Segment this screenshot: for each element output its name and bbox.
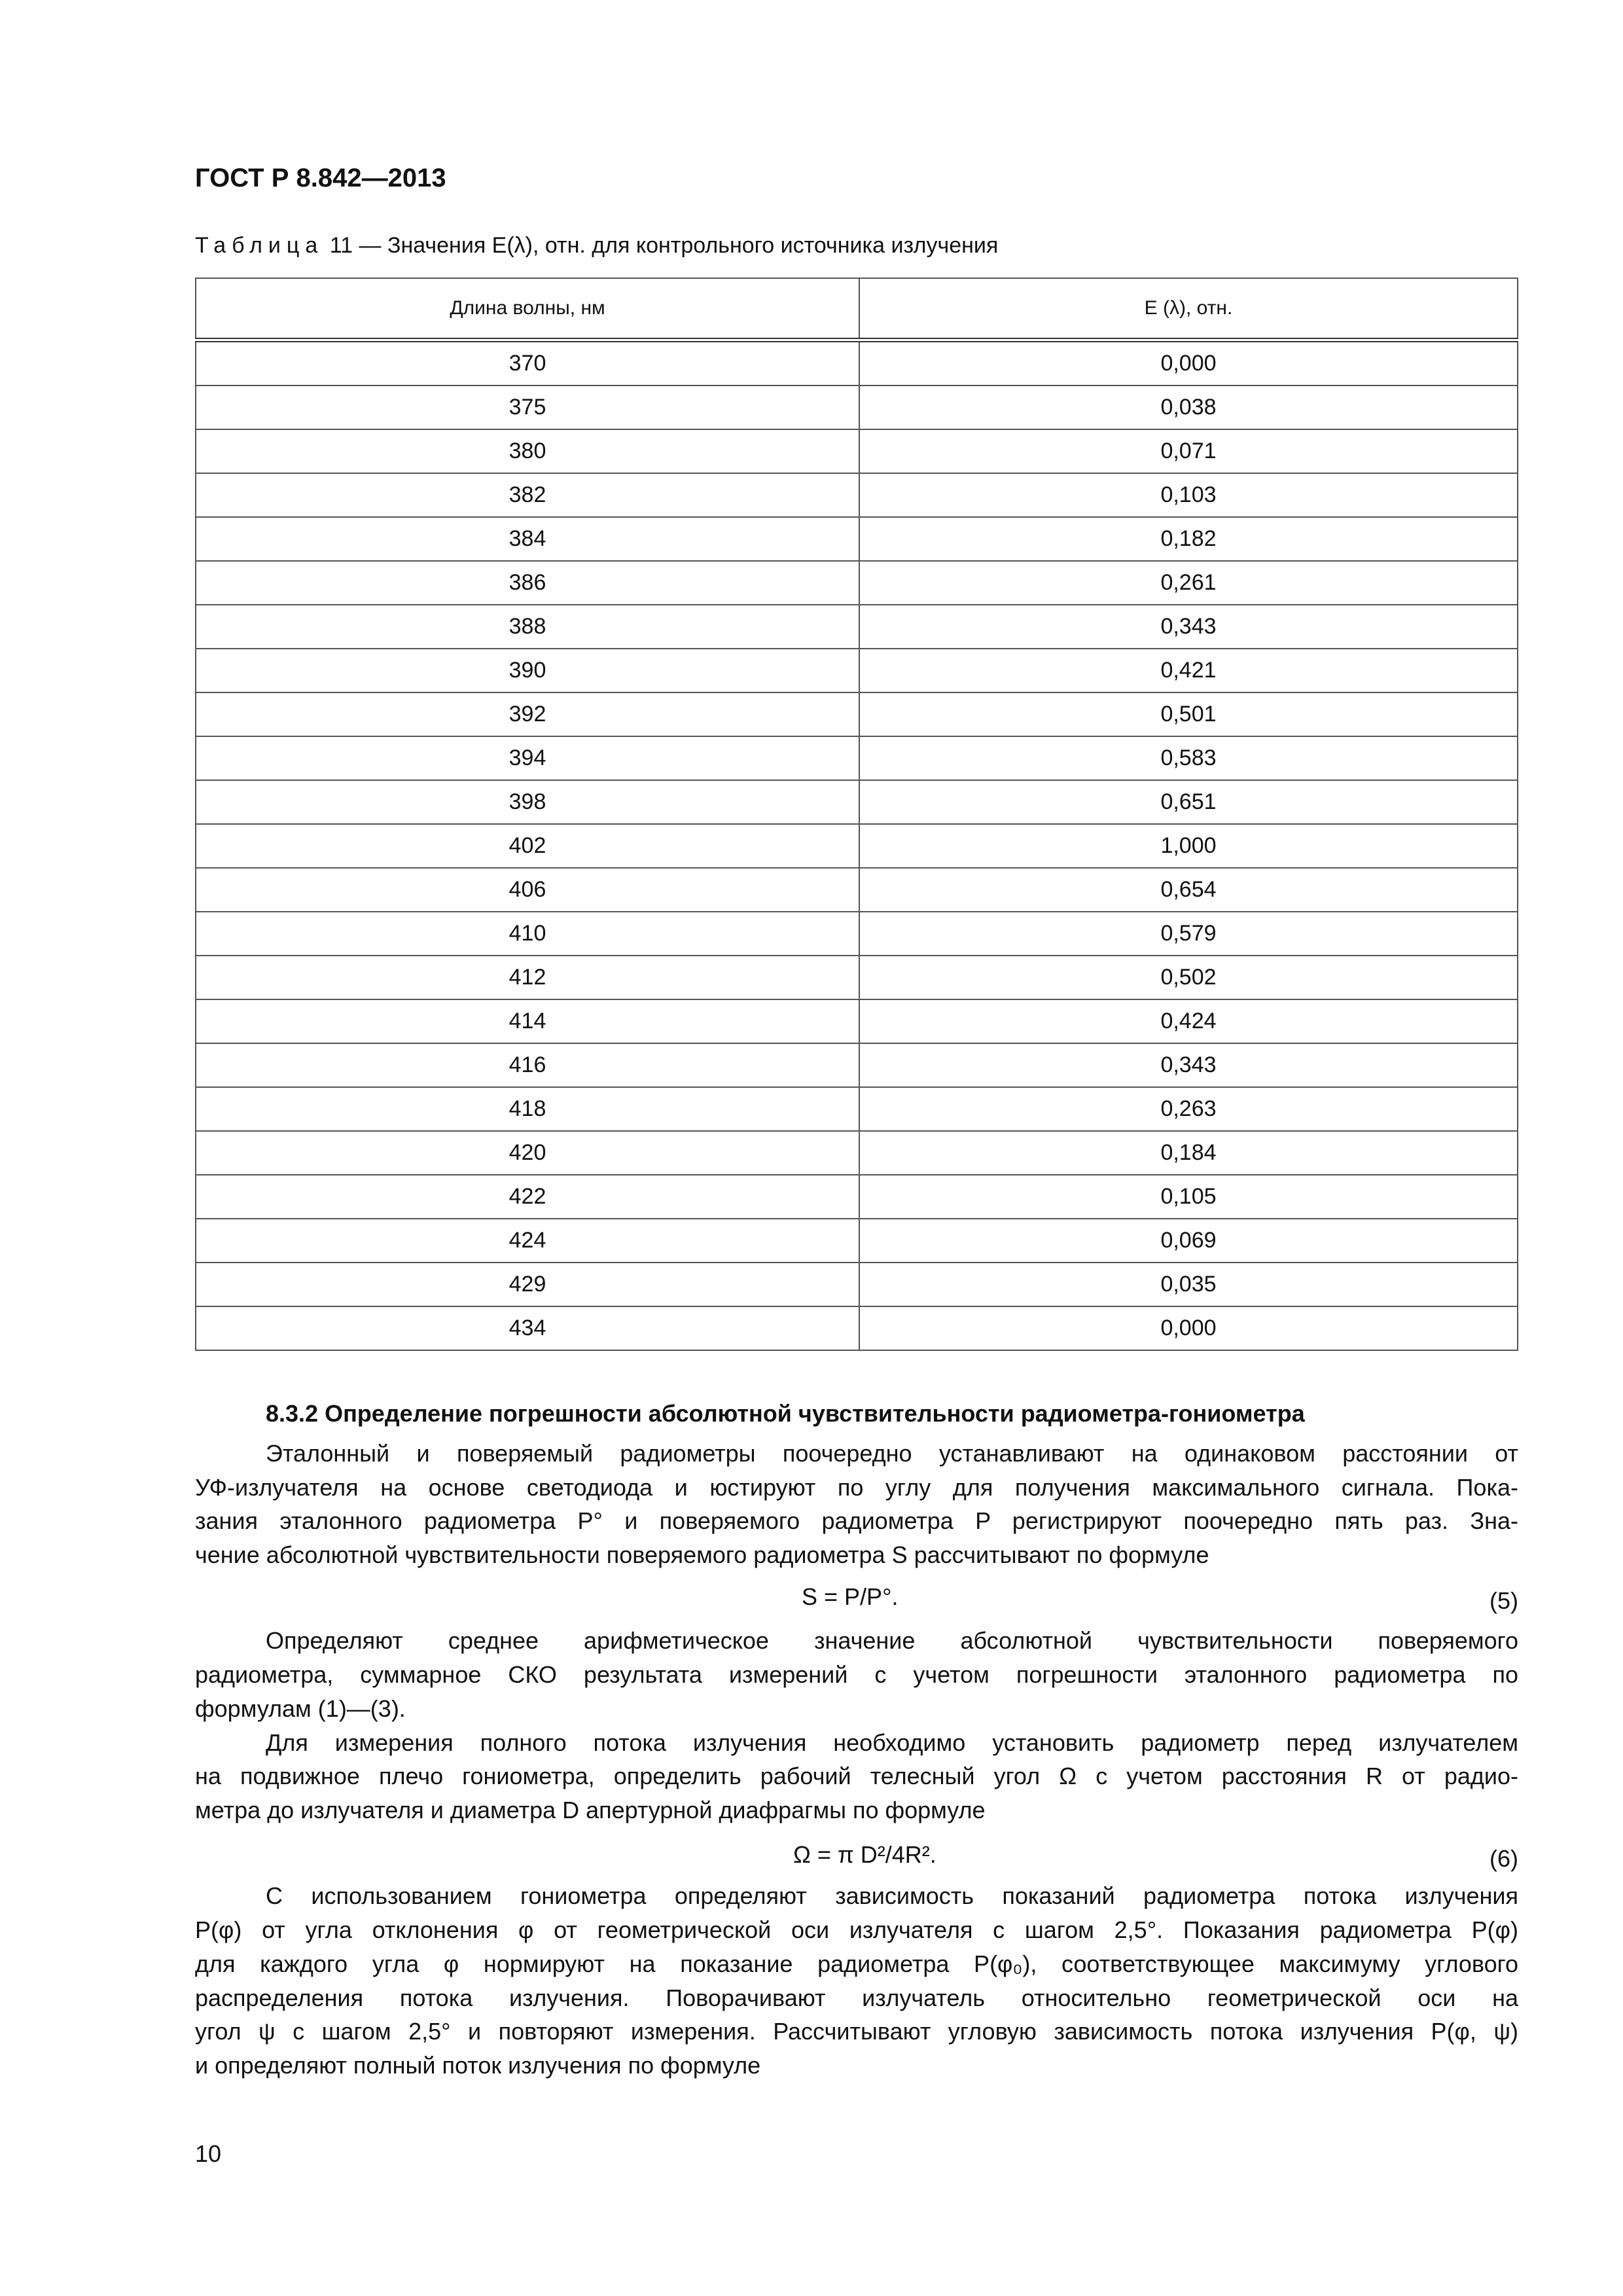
table-row	[196, 1306, 1518, 1350]
table-row	[196, 780, 1518, 824]
table-row	[196, 649, 1518, 692]
wavelength-cell: 390	[196, 649, 859, 692]
caption-text: 11 — Значения E(λ), отн. для контрольного источника излучения	[323, 233, 999, 258]
table-row	[196, 1219, 1518, 1263]
wavelength-cell: 416	[196, 1043, 859, 1087]
paragraph-line: формулам (1)—(3).	[195, 1695, 406, 1722]
wavelength-cell: 375	[196, 386, 859, 429]
wavelength-cell: 380	[196, 429, 859, 473]
e-lambda-cell: 0,421	[859, 649, 1518, 692]
equation-number-6: (6)	[1489, 1845, 1518, 1872]
paragraph-line: и определяют полный поток излучения по формуле	[195, 2052, 761, 2079]
e-lambda-cell: 0,184	[859, 1131, 1518, 1175]
e-lambda-cell: 0,103	[859, 473, 1518, 517]
e-lambda-cell: 0,501	[859, 692, 1518, 736]
wavelength-cell: 414	[196, 999, 859, 1043]
document-id: ГОСТ Р 8.842—2013	[195, 164, 446, 192]
paragraph-line: P(φ) от угла отклонения φ от геометрической оси излучателя с шагом 2,5°. Показания радиометра P(φ)	[195, 1916, 1518, 1943]
table-row	[196, 1043, 1518, 1087]
formula-6: Ω = π D²/4R².	[793, 1841, 936, 1868]
paragraph-line: Эталонный и поверяемый радиометры поочередно устанавливают на одинаковом расстоянии от	[266, 1440, 1518, 1467]
table-row	[196, 736, 1518, 780]
wavelength-cell: 392	[196, 692, 859, 736]
table-row	[196, 605, 1518, 649]
wavelength-cell: 434	[196, 1306, 859, 1350]
table-caption	[195, 233, 998, 259]
e-lambda-cell: 0,182	[859, 517, 1518, 561]
table-row	[196, 473, 1518, 517]
table-header-row	[196, 278, 1518, 340]
table-row	[196, 340, 1518, 386]
formula-5: S = P/P°.	[802, 1583, 899, 1610]
paragraph-line: угол ψ с шагом 2,5° и повторяют измерения. Рассчитывают угловую зависимость потока излучения P(φ, ψ)	[195, 2018, 1518, 2045]
table-row	[196, 868, 1518, 912]
e-lambda-cell: 0,000	[859, 1306, 1518, 1350]
wavelength-cell: 424	[196, 1219, 859, 1263]
paragraph-line: на подвижное плечо гониометра, определить рабочий телесный угол Ω с учетом расстояния R от радио-	[195, 1763, 1518, 1789]
wavelength-cell: 388	[196, 605, 859, 649]
e-lambda-cell: 0,105	[859, 1175, 1518, 1219]
table-row	[196, 429, 1518, 473]
table-row	[196, 956, 1518, 999]
wavelength-cell: 384	[196, 517, 859, 561]
e-lambda-cell: 0,579	[859, 912, 1518, 956]
wavelength-cell: 402	[196, 824, 859, 868]
e-lambda-cell: 1,000	[859, 824, 1518, 868]
paragraph-line: Для измерения полного потока излучения необходимо установить радиометр перед излучателем	[266, 1729, 1518, 1756]
table-row	[196, 1175, 1518, 1219]
wavelength-cell: 429	[196, 1263, 859, 1306]
table-row	[196, 1263, 1518, 1306]
paragraph-line: зания эталонного радиометра P° и поверяемого радиометра P регистрируют поочередно пять раз. Зна-	[195, 1507, 1518, 1534]
values-table	[195, 278, 1518, 1351]
e-lambda-cell: 0,038	[859, 386, 1518, 429]
paragraph-line: метра до излучателя и диаметра D апертурной диафрагмы по формуле	[195, 1797, 986, 1823]
wavelength-cell: 398	[196, 780, 859, 824]
wavelength-cell: 412	[196, 956, 859, 999]
e-lambda-cell: 0,263	[859, 1087, 1518, 1131]
e-lambda-cell: 0,035	[859, 1263, 1518, 1306]
wavelength-cell: 394	[196, 736, 859, 780]
table-row	[196, 517, 1518, 561]
caption-prefix: Таблица	[195, 233, 324, 258]
column-header-wavelength: Длина волны, нм	[196, 278, 859, 340]
e-lambda-cell: 0,261	[859, 561, 1518, 605]
e-lambda-cell: 0,071	[859, 429, 1518, 473]
wavelength-cell: 386	[196, 561, 859, 605]
table-row	[196, 1131, 1518, 1175]
wavelength-cell: 420	[196, 1131, 859, 1175]
wavelength-cell: 422	[196, 1175, 859, 1219]
paragraph-line: распределения потока излучения. Поворачивают излучатель относительно геометрической оси на	[195, 1984, 1518, 2011]
section-heading: 8.3.2 Определение погрешности абсолютной чувствительности радиометра-гониометра	[266, 1400, 1305, 1427]
wavelength-cell: 418	[196, 1087, 859, 1131]
table-row	[196, 386, 1518, 429]
e-lambda-cell: 0,502	[859, 956, 1518, 999]
e-lambda-cell: 0,343	[859, 605, 1518, 649]
e-lambda-cell: 0,343	[859, 1043, 1518, 1087]
wavelength-cell: 410	[196, 912, 859, 956]
table-row	[196, 692, 1518, 736]
paragraph-line: Определяют среднее арифметическое значение абсолютной чувствительности поверяемого	[266, 1627, 1518, 1654]
e-lambda-cell: 0,583	[859, 736, 1518, 780]
paragraph-line: радиометра, суммарное СКО результата измерений с учетом погрешности эталонного радиометра по	[195, 1661, 1518, 1688]
paragraph-line: для каждого угла φ нормируют на показание радиометра P(φ₀), соответствующее максимуму углового	[195, 1950, 1518, 1977]
e-lambda-cell: 0,069	[859, 1219, 1518, 1263]
table-row	[196, 999, 1518, 1043]
wavelength-cell: 370	[196, 340, 859, 386]
paragraph-line: УФ-излучателя на основе светодиода и юстируют по углу для получения максимального сигнала. Пока-	[195, 1474, 1518, 1501]
e-lambda-cell: 0,424	[859, 999, 1518, 1043]
paragraph-line: С использованием гониометра определяют зависимость показаний радиометра потока излучения	[266, 1882, 1518, 1909]
e-lambda-cell: 0,000	[859, 340, 1518, 386]
column-header-e-lambda: E (λ), отн.	[859, 278, 1518, 340]
e-lambda-cell: 0,651	[859, 780, 1518, 824]
page-number: 10	[195, 2140, 222, 2167]
e-lambda-cell: 0,654	[859, 868, 1518, 912]
table-row	[196, 1087, 1518, 1131]
equation-number-5: (5)	[1489, 1587, 1518, 1614]
table-row	[196, 561, 1518, 605]
table-row	[196, 824, 1518, 868]
wavelength-cell: 406	[196, 868, 859, 912]
wavelength-cell: 382	[196, 473, 859, 517]
paragraph-line: чение абсолютной чувствительности поверяемого радиометра S рассчитывают по формуле	[195, 1541, 1209, 1568]
table-row	[196, 912, 1518, 956]
